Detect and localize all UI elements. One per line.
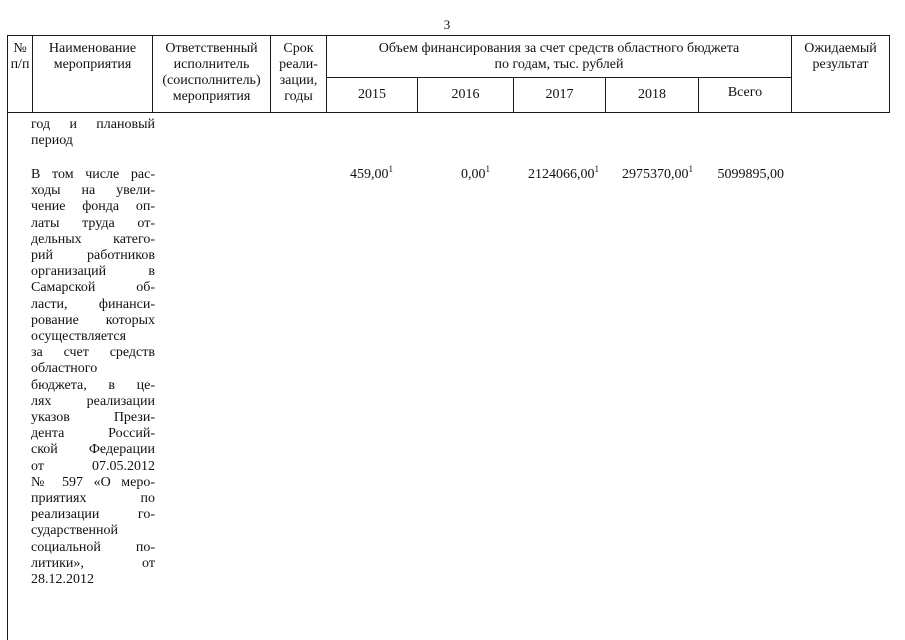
value-2016: [461, 164, 490, 183]
measure-description: [31, 167, 155, 588]
header-term: Срок реали- зации, годы: [279, 41, 318, 104]
value-2017-amount: 2124066,00: [528, 167, 595, 182]
continuation-line: период: [31, 133, 73, 149]
continuation-line: год и плановый: [31, 117, 155, 132]
value-2015-amount: 459,00: [350, 167, 389, 182]
header-name: Наименование мероприятия: [48, 41, 137, 72]
description-line: бюджета, в це-: [31, 377, 155, 393]
value-2018-amount: 2975370,00: [622, 167, 689, 182]
footnote-mark: 1: [688, 164, 693, 174]
page-number: 3: [443, 17, 451, 32]
financing-subheader-border: [326, 77, 791, 78]
description-line: дельных катего-: [31, 231, 155, 247]
footnote-mark: 1: [485, 164, 490, 174]
description-line: дента Россий-: [31, 426, 155, 442]
col-border-left: [7, 35, 8, 640]
value-2017: [528, 164, 599, 183]
description-line: № 597 «О меро-: [31, 474, 155, 490]
header-year-2017: 2017: [545, 87, 574, 102]
description-line: организаций в: [31, 264, 155, 280]
financing-table: [7, 35, 890, 640]
description-line: чение фонда оп-: [31, 199, 155, 215]
description-line: ласти, финанси-: [31, 296, 155, 312]
header-bottom-border: [7, 112, 890, 113]
value-2015: [350, 164, 393, 183]
header-total: Всего: [727, 85, 763, 100]
description-line: ской Федерации: [31, 442, 155, 458]
description-line: литики», от: [31, 555, 155, 571]
description-line: сударственной: [31, 523, 119, 539]
description-line: ходы на увели-: [31, 183, 155, 199]
description-line: лях реализации: [31, 393, 155, 409]
value-total: [718, 167, 785, 183]
header-year-2016: 2016: [451, 87, 480, 102]
description-line: областного: [31, 361, 98, 377]
description-line: рий работников: [31, 248, 155, 264]
footnote-mark: 1: [388, 164, 393, 174]
header-financing: Объем финансирования за счет средств областного бюджета по годам, тыс. рублей: [378, 41, 740, 72]
continuation-text: [31, 117, 155, 149]
description-line: латы труда от-: [31, 215, 155, 231]
value-total-amount: 5099895,00: [717, 167, 784, 182]
description-line: от 07.05.2012: [31, 458, 155, 474]
value-2018: [622, 164, 693, 183]
header-number: № п/п: [10, 41, 30, 72]
description-line: 28.12.2012: [31, 572, 94, 588]
header-year-2015: 2015: [358, 87, 386, 102]
description-line: Самарской об-: [31, 280, 155, 296]
header-responsible: Ответственный исполнитель (соисполнитель) мероприятия: [162, 41, 261, 104]
header-result: Ожидаемый результат: [804, 41, 877, 72]
table-top-border: [7, 35, 890, 36]
header-year-2018: 2018: [638, 87, 666, 102]
value-2016-amount: 0,00: [461, 167, 486, 182]
description-line: реализации го-: [31, 507, 155, 523]
col-border-right: [889, 35, 890, 113]
description-line: за счет средств: [31, 345, 155, 361]
description-line: указов Прези-: [31, 410, 155, 426]
footnote-mark: 1: [594, 164, 599, 174]
description-line: социальной по-: [31, 539, 155, 555]
description-line: рование которых: [31, 312, 155, 328]
description-line: осуществляется: [31, 329, 127, 345]
description-line: В том числе рас-: [31, 167, 155, 182]
description-line: приятиях по: [31, 491, 155, 507]
